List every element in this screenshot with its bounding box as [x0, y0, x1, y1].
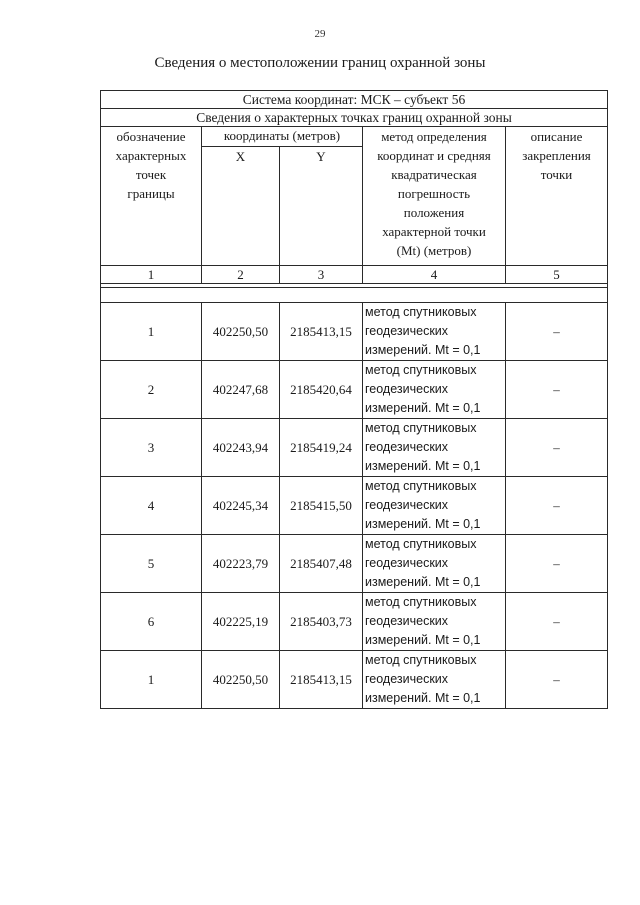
coordinate-system-label: Система координат: МСК – субъект 56	[101, 91, 608, 109]
coordinate-x: 402243,94	[202, 419, 280, 477]
method-line: геодезических	[365, 556, 449, 570]
coordinate-y: 2185413,15	[280, 303, 363, 361]
header-row	[101, 127, 608, 147]
method-line: геодезических	[365, 672, 449, 686]
method-line: измерений. Mt = 0,1	[365, 401, 481, 415]
method-cell	[363, 477, 506, 535]
table-subtitle: Сведения о характерных точках границ охранной зоны	[101, 109, 608, 127]
column-number: 3	[280, 266, 363, 284]
header-description-line: точки	[540, 167, 573, 182]
method-cell	[363, 303, 506, 361]
column-number: 4	[363, 266, 506, 284]
header-coordinates: координаты (метров)	[202, 127, 363, 147]
method-cell	[363, 651, 506, 709]
table-row	[101, 303, 608, 361]
coordinate-y: 2185403,73	[280, 593, 363, 651]
header-designation	[101, 127, 202, 266]
coordinate-x: 402250,50	[202, 303, 280, 361]
header-designation-line: характерных	[115, 148, 187, 163]
method-cell	[363, 593, 506, 651]
table-row	[101, 593, 608, 651]
method-line: измерений. Mt = 0,1	[365, 575, 481, 589]
description-cell: –	[506, 303, 608, 361]
header-method-line: положения	[403, 205, 465, 220]
header-y: Y	[280, 147, 363, 266]
header-method-line: метод определения	[381, 129, 487, 144]
table-row	[101, 419, 608, 477]
column-number-row	[101, 266, 608, 284]
method-line: измерений. Mt = 0,1	[365, 691, 481, 705]
header-method-line: квадратическая	[391, 167, 477, 182]
table-row	[101, 477, 608, 535]
gap-cell	[101, 288, 608, 303]
method-line: метод спутниковых	[365, 653, 477, 667]
coordinate-x: 402250,50	[202, 651, 280, 709]
method-cell	[363, 535, 506, 593]
method-cell	[363, 419, 506, 477]
gap-row	[101, 288, 608, 303]
method-line: метод спутниковых	[365, 479, 477, 493]
coordinate-system-row	[101, 91, 608, 109]
coordinate-x: 402225,19	[202, 593, 280, 651]
description-cell: –	[506, 419, 608, 477]
header-description	[506, 127, 608, 266]
method-line: метод спутниковых	[365, 421, 477, 435]
point-number: 5	[101, 535, 202, 593]
method-line: геодезических	[365, 324, 449, 338]
method-line: метод спутниковых	[365, 537, 477, 551]
header-method-line: характерной точки	[382, 224, 486, 239]
method-line: метод спутниковых	[365, 305, 477, 319]
header-description-line: описание	[530, 129, 583, 144]
method-line: измерений. Mt = 0,1	[365, 633, 481, 647]
column-number: 5	[506, 266, 608, 284]
header-designation-line: точек	[135, 167, 167, 182]
coordinate-y: 2185420,64	[280, 361, 363, 419]
table-subtitle-row	[101, 109, 608, 127]
header-method-line: (Mt) (метров)	[396, 243, 472, 258]
coordinate-x: 402245,34	[202, 477, 280, 535]
header-description-line: закрепления	[522, 148, 591, 163]
coordinate-y: 2185415,50	[280, 477, 363, 535]
header-method-line: координат и средняя	[377, 148, 491, 163]
coordinate-y: 2185413,15	[280, 651, 363, 709]
method-line: измерений. Mt = 0,1	[365, 343, 481, 357]
description-cell: –	[506, 651, 608, 709]
method-line: метод спутниковых	[365, 595, 477, 609]
point-number: 2	[101, 361, 202, 419]
page-number: 29	[314, 28, 326, 40]
table-row	[101, 535, 608, 593]
description-cell: –	[506, 361, 608, 419]
document-title: Сведения о местоположении границ охранной зоны	[154, 55, 486, 71]
method-line: геодезических	[365, 382, 449, 396]
header-x: X	[202, 147, 280, 266]
coordinate-y: 2185419,24	[280, 419, 363, 477]
description-cell: –	[506, 535, 608, 593]
table-row	[101, 651, 608, 709]
coordinate-x: 402247,68	[202, 361, 280, 419]
description-cell: –	[506, 477, 608, 535]
point-number: 3	[101, 419, 202, 477]
table-row	[101, 361, 608, 419]
header-method-line: погрешность	[397, 186, 471, 201]
column-number: 1	[101, 266, 202, 284]
description-cell: –	[506, 593, 608, 651]
header-designation-line: обозначение	[116, 129, 186, 144]
coordinate-y: 2185407,48	[280, 535, 363, 593]
point-number: 6	[101, 593, 202, 651]
method-line: метод спутниковых	[365, 363, 477, 377]
method-line: измерений. Mt = 0,1	[365, 459, 481, 473]
method-line: измерений. Mt = 0,1	[365, 517, 481, 531]
header-method	[363, 127, 506, 266]
boundary-points-table	[100, 90, 608, 709]
coordinate-x: 402223,79	[202, 535, 280, 593]
point-number: 4	[101, 477, 202, 535]
column-number: 2	[202, 266, 280, 284]
method-cell	[363, 361, 506, 419]
header-designation-line: границы	[127, 186, 175, 201]
method-line: геодезических	[365, 614, 449, 628]
point-number: 1	[101, 651, 202, 709]
method-line: геодезических	[365, 440, 449, 454]
method-line: геодезических	[365, 498, 449, 512]
point-number: 1	[101, 303, 202, 361]
